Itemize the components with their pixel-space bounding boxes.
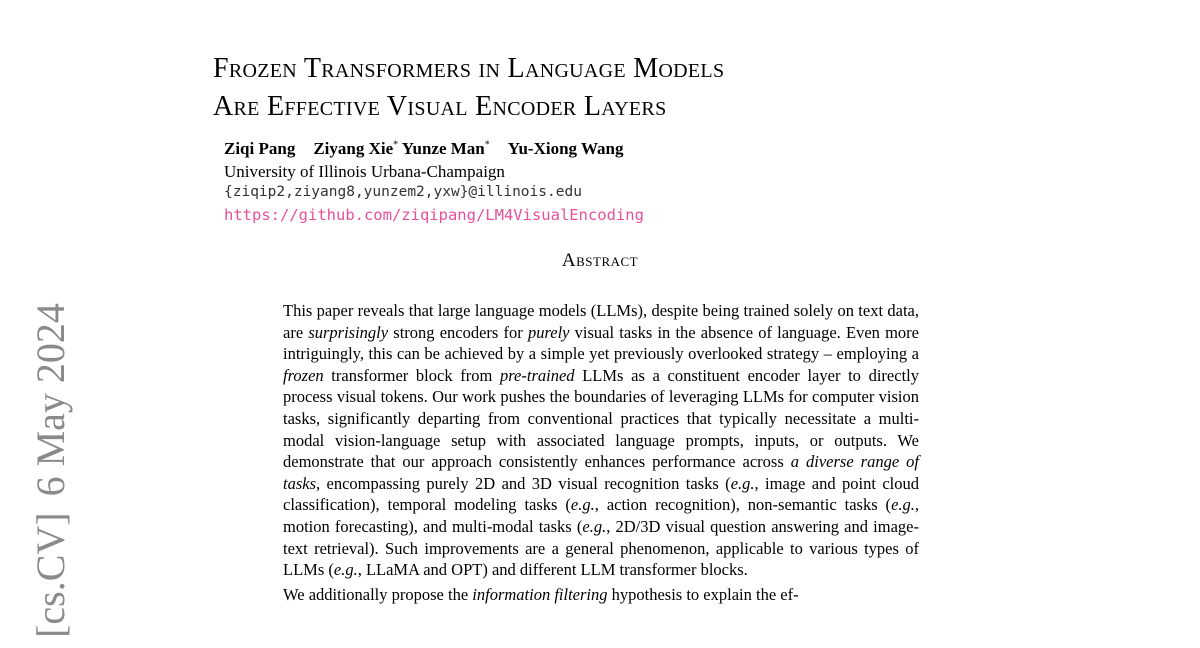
text-run: , image and point cloud classification), temporal modeling tasks ( bbox=[283, 473, 920, 515]
text-run: , LLaMA and OPT) and different LLM transformer blocks. bbox=[357, 560, 748, 580]
abstract-body bbox=[283, 300, 919, 605]
text-run: hypothesis to explain the ef- bbox=[607, 584, 799, 604]
emphasis: e.g. bbox=[730, 473, 755, 493]
emphasis: information filtering bbox=[472, 584, 608, 604]
equal-contribution-mark: * bbox=[393, 139, 399, 151]
emphasis: a diverse range of tasks bbox=[283, 452, 919, 493]
abstract-heading: Abstract bbox=[561, 250, 639, 271]
paper-title-line-1: Frozen Transformers in Language Models bbox=[213, 53, 725, 84]
abstract-paragraph bbox=[283, 584, 919, 606]
abstract-paragraph bbox=[283, 300, 919, 581]
emphasis: e.g. bbox=[333, 560, 358, 580]
emphasis: e.g. bbox=[570, 495, 595, 515]
affiliation: University of Illinois Urbana-Champaign bbox=[224, 162, 505, 181]
text-run: , 2D/3D visual question answering and image-text retrieval). Such improvements are a general phenomenon, applicable to various types of LLMs ( bbox=[283, 516, 919, 580]
text-run: transformer block from bbox=[323, 365, 500, 385]
text-run: , motion forecasting), and multi-modal tasks ( bbox=[283, 495, 920, 536]
author-name: Ziyang Xie bbox=[313, 139, 394, 158]
author-name: Yu-Xiong Wang bbox=[507, 139, 624, 158]
arxiv-stamp-text bbox=[27, 303, 74, 638]
arxiv-category: [cs.CV] bbox=[27, 511, 73, 638]
emphasis: surprisingly bbox=[308, 322, 389, 342]
text-run: visual tasks in the absence of language. Even more intriguingly, this can be achieved by a simple yet previously overlooked strategy – employing a bbox=[283, 322, 919, 364]
author-emails: {ziqip2,ziyang8,yunzem2,yxw}@illinois.edu bbox=[224, 184, 582, 200]
emphasis: pre-trained bbox=[500, 365, 575, 385]
arxiv-date: 6 May 2024 bbox=[27, 302, 73, 496]
author-list bbox=[224, 139, 624, 159]
paper-title bbox=[213, 50, 724, 126]
equal-contribution-mark: * bbox=[484, 139, 490, 151]
arxiv-side-stamp bbox=[28, 300, 72, 640]
emphasis: e.g. bbox=[891, 495, 915, 515]
text-run: , action recognition), non-semantic tasks ( bbox=[594, 495, 892, 515]
text-run: This paper reveals that large language models (LLMs), despite being trained solely on text data, are bbox=[283, 301, 919, 342]
author-name: Yunze Man bbox=[401, 139, 485, 158]
emphasis: e.g. bbox=[582, 516, 607, 536]
paper-title-line-2: Are Effective Visual Encoder Layers bbox=[213, 91, 667, 122]
emphasis: purely bbox=[527, 322, 570, 342]
emphasis: frozen bbox=[283, 365, 324, 385]
text-run: , encompassing purely 2D and 3D visual recognition tasks ( bbox=[316, 473, 731, 493]
author-name: Ziqi Pang bbox=[224, 139, 296, 158]
text-run: LLMs as a constituent encoder layer to directly process visual tokens. Our work pushes the boundaries of leveraging LLMs for computer vision tasks, significantly departing from conventional practices that typically necessitate a multi-modal vision-language setup with associated language prompts, inputs, or outputs. We demonstrate that our approach consistently enhances performance across bbox=[283, 365, 919, 472]
code-repository-link[interactable]: https://github.com/ziqipang/LM4VisualEncoding bbox=[224, 206, 644, 224]
text-run: strong encoders for bbox=[388, 322, 528, 342]
text-run: We additionally propose the bbox=[283, 584, 473, 604]
